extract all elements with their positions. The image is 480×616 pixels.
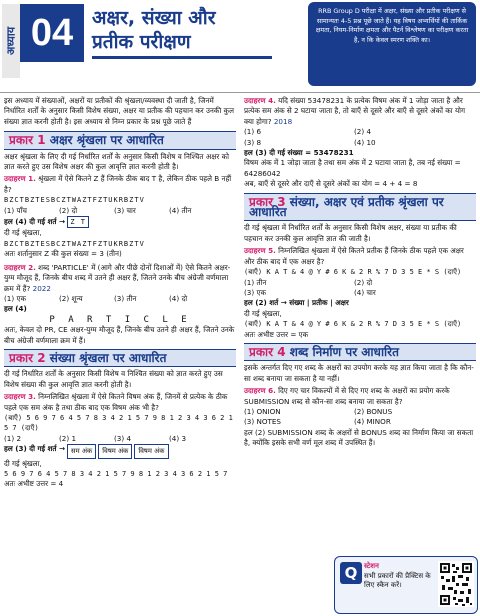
condition-cell: विषम अंक	[98, 444, 132, 458]
section-4-desc: इसके अन्तर्गत दिए गए शब्द के अक्षरों का उपयोग करके यह ज्ञात किया जाता है कि कौन-सा शब्द बनाया जा सकता है या नहीं।	[244, 363, 474, 383]
solution-label: हल (4) दी गई शर्त →	[4, 217, 66, 227]
example-3-sequence: (बाएँ) 5 6 9 7 6 4 5 7 8 3 4 2 1 5 7 9 8 1 2 3 4 3 6 2 1 5 7 (दाएँ)	[4, 413, 233, 433]
option: (3) 8	[244, 137, 262, 147]
option: (2) 4	[354, 127, 372, 137]
solution-line: अतः शर्तानुसार Z की कुल संख्या = 3 (तीन)	[4, 249, 122, 259]
right-column	[244, 96, 476, 449]
qr-logo: Q	[340, 562, 362, 584]
option: (2) दो	[59, 205, 78, 215]
solution-label: हल (4)	[4, 304, 27, 314]
example-4-question: यदि संख्या 53478231 के प्रत्येक विषम अंक में 1 जोड़ा जाता है और प्रत्येक सम अंक से 2 घटाया जाता है, तो बाएँ से दूसरे और बाएँ से दूसरे अंकों का योग क्या होगा?	[244, 96, 466, 126]
header-note-box	[308, 2, 476, 86]
example-5	[244, 246, 476, 267]
example-5-sequence: (बाएँ) K A T & 4 @ Y # 6 K & 2 R % 7 D 3 5 E * S (दाएँ)	[244, 268, 462, 277]
example-6-options	[244, 407, 476, 428]
word-diagram: P A R T I C L E	[49, 314, 191, 325]
header-note-text: RRB Group D परीक्षा में अक्षर, संख्या और प्रतीक परीक्षण से सामान्यतः 4-5 प्रश्न पूछे जाते हैं। यह विषय अभ्यर्थियों की तार्किक क्षमता, नियम-निर्माण क्षमता और पैटर्न विश्लेषण का परीक्षण करता है, न कि केवल स्मरण शक्ति का।	[315, 7, 469, 44]
section-3-desc: दी गई श्रृंखला में निर्धारित शर्तों के अनुसार किसी विशेष अक्षर, संख्या या प्रतीक की पहचान कर उनकी कुल आवृत्ति ज्ञात की जाती है।	[244, 223, 457, 243]
example-3-sequence-marked: 5 6 9 7 6 4 5 7 8 3 4 2 1 5 7 9 8 1 2 3 4 3 6 2 1 5 7	[4, 470, 228, 478]
example-1-sequence: BZCTBZTESBCZTWAZTFZTUKRBZTV	[4, 196, 145, 205]
solution-line: हल (2) SUBMISSION शब्द के अक्षरों से BONUS शब्द का निर्माण किया जा सकता है, क्योंकि इसके सभी वर्ण मूल शब्द में उपस्थित हैं।	[244, 427, 474, 448]
example-1-options	[4, 206, 236, 216]
section-2-title: संख्या श्रृंखला पर आधारित	[49, 350, 167, 365]
section-1-header	[4, 131, 236, 149]
example-1-label: उदाहरण 1.	[4, 174, 36, 184]
option: (1) तीन	[244, 277, 267, 287]
option: (4) 3	[169, 433, 187, 443]
section-1-tag: प्रकार 1	[9, 133, 46, 148]
option: (1) ONION	[244, 406, 281, 416]
section-1-title: अक्षर श्रृंखला पर आधारित	[49, 133, 164, 148]
header-divider	[0, 92, 480, 93]
option: (1) एक	[4, 293, 26, 303]
option: (3) चार	[114, 205, 136, 215]
option: (3) NOTES	[244, 417, 281, 427]
solution-line: दी गई श्रृंखला,	[4, 228, 42, 238]
example-2-label: उदाहरण 2.	[4, 262, 36, 272]
solution-label: हल (3) दी गई शर्त →	[4, 444, 66, 454]
example-5-label: उदाहरण 5.	[244, 246, 276, 256]
example-4	[244, 96, 476, 127]
section-2-tag: प्रकार 2	[9, 350, 46, 365]
condition-cell: विषम अंक	[134, 444, 168, 458]
example-3-condition	[4, 444, 236, 458]
option: (4) 10	[354, 137, 376, 147]
section-1-desc: अक्षर श्रृंखला के लिए दी गई निर्धारित शर्तों के अनुसार किसी विशेष व निश्चित अक्षर को ज्ञात करते हुए उस विशेष अक्षर की कुल आवृत्ति ज्ञात करनी होती है।	[4, 151, 229, 172]
example-1-solution	[4, 216, 236, 228]
example-2-question: शब्द 'PARTICLE' में (आगे और पीछे दोनों दिशाओं में) ऐसे कितने अक्षर-युग्म मौजूद हैं, जिनके बीच शब्द में उतने ही अक्षर हैं, जितने उनके बीच अंग्रेजी वर्णमाला क्रम में हैं?	[4, 262, 231, 293]
option: (2) BONUS	[354, 406, 393, 416]
year-tag: 2022	[32, 283, 51, 293]
example-3-question: निम्नलिखित श्रृंखला में ऐसे कितने विषम अंक हैं, जिनमें से प्रत्येक के ठीक पहले एक सम अंक है तथा ठीक बाद एक विषम अंक भी है?	[4, 392, 228, 412]
section-4-header	[244, 343, 476, 361]
example-1	[4, 174, 236, 195]
solution-line: दी गई श्रृंखला,	[4, 458, 42, 468]
option: (3) तीन	[114, 293, 137, 303]
section-4-title: शब्द निर्माण पर आधारित	[289, 344, 399, 359]
solution-line: हल (3) दी गई संख्या = 53478231	[244, 148, 354, 158]
qr-code-icon[interactable]	[438, 561, 474, 607]
title-underline	[92, 56, 272, 59]
example-3-label: उदाहरण 3.	[4, 392, 36, 402]
option: (2) दो	[354, 277, 373, 287]
chapter-title-line1: अक्षर, संख्या और	[92, 7, 216, 29]
example-1-sequence-marked: BZCTBZTESBCZTWAZTFZTUKRBZTV	[4, 239, 145, 248]
option: (3) 4	[114, 433, 132, 443]
option: (4) तीन	[169, 205, 192, 215]
solution-line: विषम अंक में 1 जोड़ा जाता है तथा सम अंक में 2 घटाया जाता है, तब नई संख्या = 64286042	[244, 158, 461, 178]
example-4-label: उदाहरण 4.	[244, 96, 276, 105]
example-3	[4, 392, 236, 413]
option: (2) शून्य	[59, 293, 83, 303]
chapter-title-line2: प्रतीक परीक्षण	[92, 31, 191, 53]
example-1-question: श्रृंखला में ऐसे कितने Z हैं जिनके ठीक बाद T है, लेकिन ठीक पहले B नहीं है?	[4, 174, 232, 194]
qr-title: स्टेशन	[364, 562, 379, 570]
section-4-tag: प्रकार 4	[249, 344, 286, 359]
option: (1) 2	[4, 433, 22, 443]
option: (4) चार	[354, 287, 376, 297]
intro-text: इस अध्याय में संख्याओं, अक्षरों या प्रतीकों की श्रृंखला/व्यवस्था दी जाती है, जिनमें निर्धारित शर्तों के अनुसार किसी विशेष संख्या, अक्षर या प्रतीक की पहचान कर उनकी कुल संख्या ज्ञात करनी होती है। इस अध्याय से निम्न प्रकार के प्रश्न पूछे जाते हैं	[4, 96, 234, 126]
left-column	[4, 96, 236, 490]
solution-line: हल (2) शर्त → संख्या | प्रतीक | अक्षर	[244, 298, 349, 308]
example-6-label: उदाहरण 6.	[244, 386, 276, 396]
example-5-question: निम्नलिखित श्रृंखला में ऐसे कितने प्रतीक हैं जिनके ठीक पहले एक अक्षर और ठीक बाद में एक अक्षर है?	[244, 246, 464, 266]
year-tag: 2018	[273, 116, 293, 126]
option: (2) 1	[59, 433, 77, 443]
option: (1) 6	[244, 127, 262, 137]
example-5-sequence-marked: (बाएँ) K A T & 4 @ Y # 6 K & 2 R % 7 D 3 5 E * S (दाएँ)	[244, 320, 462, 329]
option: (1) पाँच	[4, 205, 27, 215]
section-3-tag: प्रकार 3	[249, 194, 286, 209]
example-4-options	[244, 127, 476, 148]
option: (3) एक	[244, 287, 266, 297]
example-6-question: दिए गए चार विकल्पों में से दिए गए शब्द के अक्षरों का प्रयोग करके SUBMISSION शब्द से कौन-सा शब्द बनाया जा सकता है?	[244, 386, 450, 406]
solution-line: अतः, केवल दो PR, CE अक्षर-युग्म मौजूद हैं, जिनके बीच उतने ही अक्षर हैं, जितने उनके बीच अंग्रेजी वर्णमाला क्रम में हैं।	[4, 325, 235, 345]
solution-line: दी गई श्रृंखला,	[244, 308, 282, 318]
condition-box: Z T	[67, 216, 89, 228]
chapter-title	[92, 6, 292, 54]
chapter-number: 04	[20, 4, 84, 62]
section-3-title: संख्या, अक्षर एवं प्रतीक श्रृंखला पर आधारित	[249, 194, 444, 220]
solution-line: अतः अभीष्ट उत्तर = 4	[4, 479, 64, 489]
example-2	[4, 263, 236, 294]
qr-text	[364, 562, 438, 591]
solution-line: अब, बाएँ से दूसरे और दाएँ से दूसरे अंकों का योग = 4 + 4 = 8	[244, 179, 418, 189]
section-3-header	[244, 193, 476, 222]
example-2-options	[4, 294, 236, 304]
condition-cell: सम अंक	[67, 444, 96, 458]
example-5-options	[244, 278, 476, 299]
chapter-label: अध्याय	[2, 4, 20, 78]
option: (4) MINOR	[354, 417, 391, 427]
qr-caption: सभी प्रकारों की प्रैक्टिस के लिए स्कैन करें।	[364, 571, 431, 589]
option: (4) दो	[169, 293, 188, 303]
section-2-header	[4, 349, 236, 367]
solution-line: अतः अभीष्ट उत्तर = एक	[244, 329, 309, 339]
example-3-options	[4, 434, 236, 444]
section-2-desc: दी गई निर्धारित शर्तों के अनुसार किसी विशेष व निश्चित संख्या को ज्ञात करते हुए उस विशेष संख्या की कुल आवृत्ति ज्ञात करनी होती है।	[4, 369, 223, 389]
example-6	[244, 386, 476, 407]
